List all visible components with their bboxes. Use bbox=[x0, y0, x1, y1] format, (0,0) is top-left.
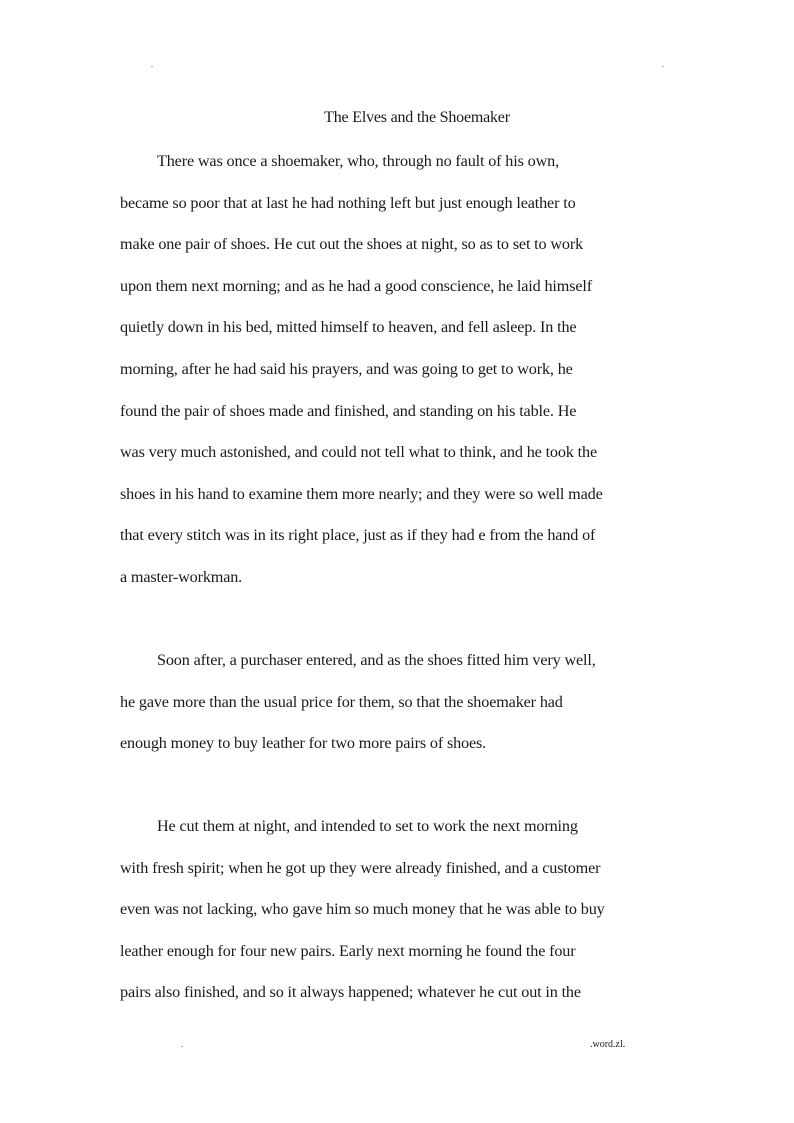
paragraph-line: Soon after, a purchaser entered, and as the shoes fitted him very well, bbox=[157, 651, 596, 669]
paragraph-line: even was not lacking, who gave him so much money that he was able to buy bbox=[120, 900, 605, 919]
paragraph-line: he gave more than the usual price for them, so that the shoemaker had bbox=[120, 692, 563, 711]
paragraph-line: became so poor that at last he had nothing left but just enough leather to bbox=[120, 193, 576, 212]
paragraph-line: shoes in his hand to examine them more nearly; and they were so well made bbox=[120, 484, 603, 503]
paragraph-1 bbox=[120, 141, 680, 599]
paragraph-line: leather enough for four new pairs. Early next morning he found the four bbox=[120, 941, 576, 960]
paragraph-line: quietly down in his bed, mitted himself to heaven, and fell asleep. In the bbox=[120, 318, 577, 337]
paragraph-3 bbox=[120, 806, 680, 1014]
header-left-mark: . bbox=[151, 60, 153, 69]
paragraph-line: make one pair of shoes. He cut out the shoes at night, so as to set to work bbox=[120, 235, 584, 254]
paragraph-line: a master-workman. bbox=[120, 567, 243, 586]
paragraph-2 bbox=[120, 640, 680, 765]
paragraph-line: upon them next morning; and as he had a good conscience, he laid himself bbox=[120, 276, 592, 295]
footer-left-mark: . bbox=[181, 1040, 183, 1049]
paragraph-line: pairs also finished, and so it always happened; whatever he cut out in the bbox=[120, 983, 581, 1002]
paragraph-line: found the pair of shoes made and finished, and standing on his table. He bbox=[120, 401, 577, 420]
paragraph-line: enough money to buy leather for two more pairs of shoes. bbox=[120, 734, 487, 753]
paragraph-line: with fresh spirit; when he got up they were already finished, and a customer bbox=[120, 858, 601, 877]
paragraph-line: was very much astonished, and could not tell what to think, and he took the bbox=[120, 443, 597, 462]
paragraph-line: that every stitch was in its right place, just as if they had e from the hand of bbox=[120, 526, 596, 545]
paragraph-line: He cut them at night, and intended to set to work the next morning bbox=[157, 817, 578, 835]
paragraph-line: There was once a shoemaker, who, through no fault of his own, bbox=[157, 152, 559, 170]
footer-watermark-text: .word.zl. bbox=[590, 1039, 626, 1050]
document-title: The Elves and the Shoemaker bbox=[324, 109, 510, 126]
paragraph-line: morning, after he had said his prayers, and was going to get to work, he bbox=[120, 359, 573, 378]
header-right-mark: . bbox=[662, 60, 664, 69]
